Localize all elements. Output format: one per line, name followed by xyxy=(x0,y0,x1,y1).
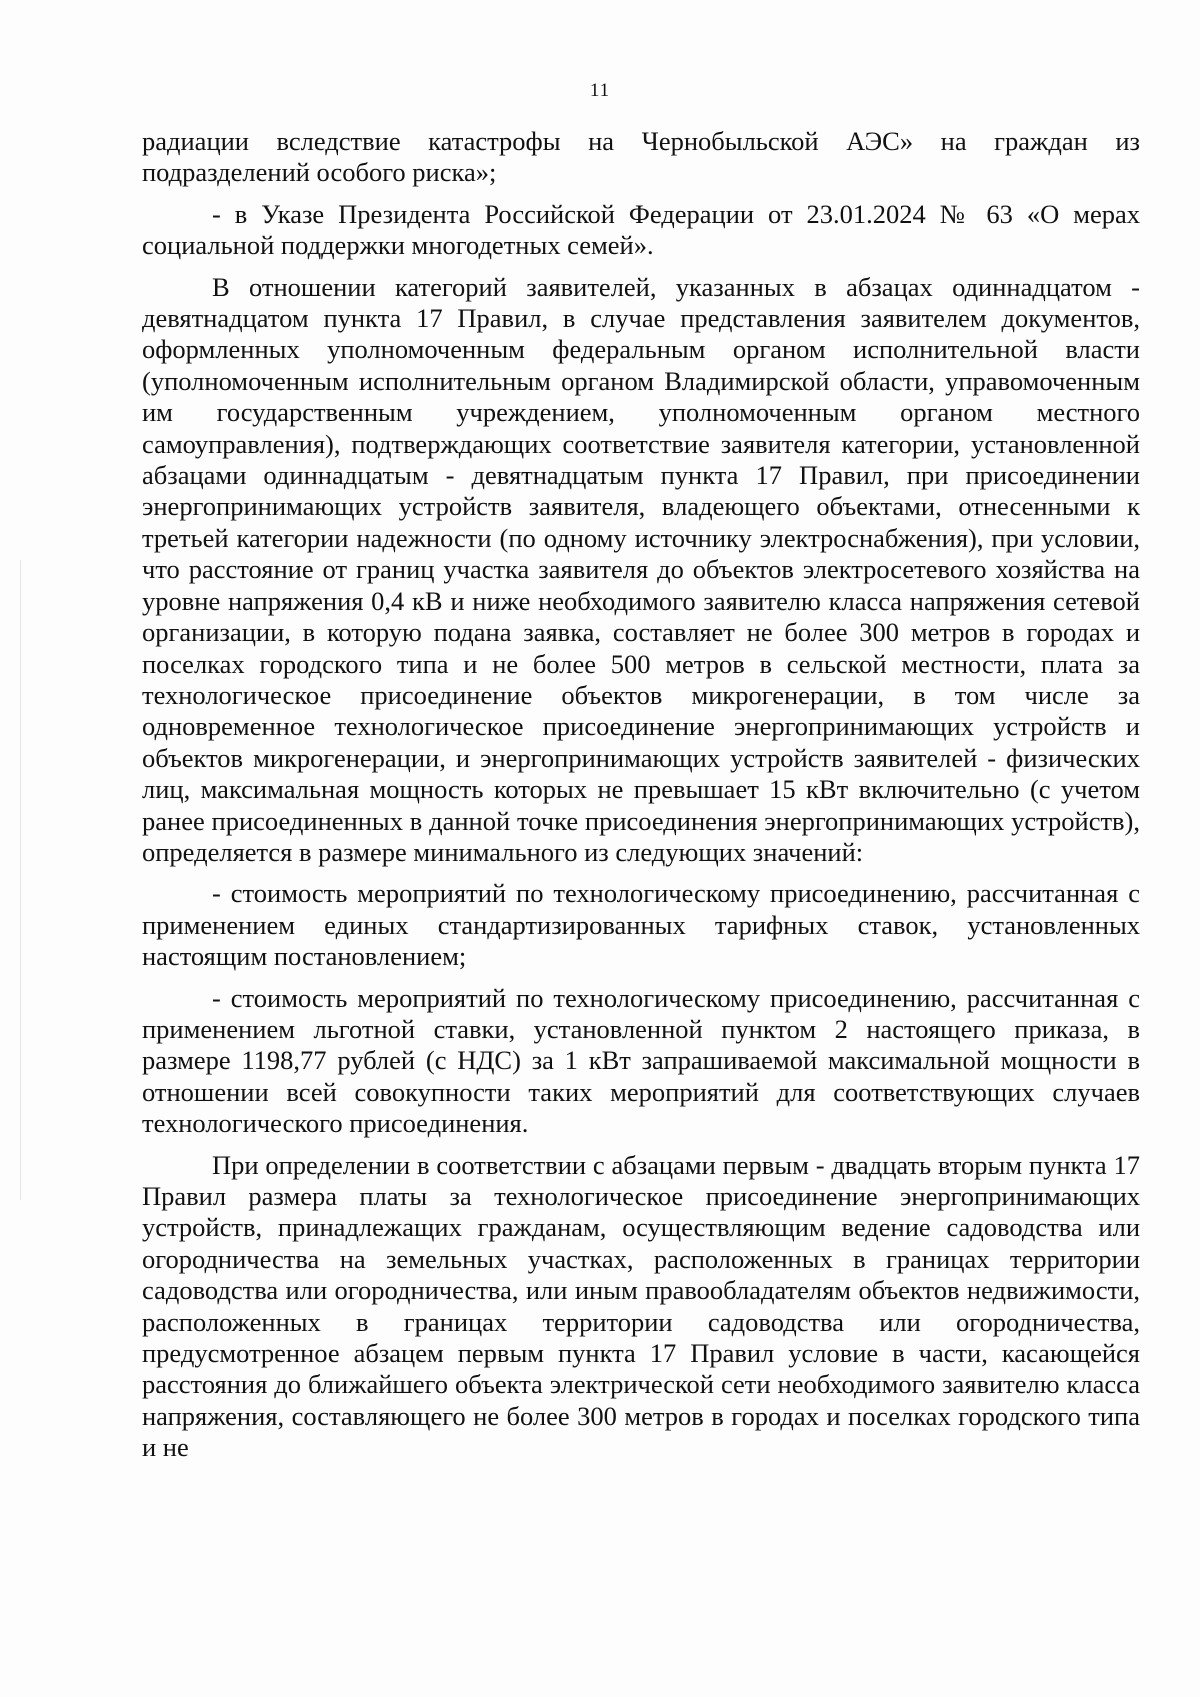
paragraph-decree-reference: - в Указе Президента Российской Федерации от 23.01.2024 № 63 «О мерах социальной поддержки многодетных семей». xyxy=(142,198,1140,261)
paragraph-list-item-standard-rates: - стоимость мероприятий по технологическому присоединению, рассчитанная с применением единых стандартизированных тарифных ставок, установленных настоящим постановлением; xyxy=(142,878,1140,972)
scan-edge-line xyxy=(20,560,21,1200)
paragraph-list-item-preferential-rate: - стоимость мероприятий по технологическому присоединению, рассчитанная с применением льготной ставки, установленной пунктом 2 настоящего приказа, в размере 1198,77 рублей (с НДС) за 1 кВт запрашиваемой максимальной мощности в отношении всей совокупности таких мероприятий для соответствующих случаев технологического присоединения. xyxy=(142,982,1140,1139)
document-body xyxy=(142,126,1140,1474)
page-number: 11 xyxy=(589,80,611,101)
paragraph-continuation: радиации вследствие катастрофы на Чернобыльской АЭС» на граждан из подразделений особого риска»; xyxy=(142,126,1140,188)
paragraph-gardening-fee: При определении в соответствии с абзацами первым - двадцать вторым пункта 17 Правил размера платы за технологическое присоединение энергопринимающих устройств, принадлежащих гражданам, осуществляющим ведение садоводства или огородничества на земельных участках, расположенных в границах территории садоводства или огородничества, или иным правообладателям объектов недвижимости, расположенных в границах территории садоводства или огородничества, предусмотренное абзацем первым пункта 17 Правил условие в части, касающейся расстояния до ближайшего объекта электрической сети необходимого заявителю класса напряжения, составляющего не более 300 метров в городах и поселках городского типа и не xyxy=(142,1149,1140,1463)
paragraph-applicant-categories: В отношении категорий заявителей, указанных в абзацах одиннадцатом - девятнадцатом пункта 17 Правил, в случае представления заявителем документов, оформленных уполномоченным федеральным органом исполнительной власти (уполномоченным исполнительным органом Владимирской области, управомоченным им государственным учреждением, уполномоченным органом местного самоуправления), подтверждающих соответствие заявителя категории, установленной абзацами одиннадцатым - девятнадцатым пункта 17 Правил, при присоединении энергопринимающих устройств заявителя, владеющего объектами, отнесенными к третьей категории надежности (по одному источнику электроснабжения), при условии, что расстояние от границ участка заявителя до объектов электросетевого хозяйства на уровне напряжения 0,4 кВ и ниже необходимого заявителю класса напряжения сетевой организации, в которую подана заявка, составляет не более 300 метров в городах и поселках городского типа и не более 500 метров в сельской местности, плата за технологическое присоединение объектов микрогенерации, в том числе за одновременное технологическое присоединение энергопринимающих устройств и объектов микрогенерации, и энергопринимающих устройств заявителей - физических лиц, максимальная мощность которых не превышает 15 кВт включительно (с учетом ранее присоединенных в данной точке присоединения энергопринимающих устройств), определяется в размере минимального из следующих значений: xyxy=(142,271,1140,867)
